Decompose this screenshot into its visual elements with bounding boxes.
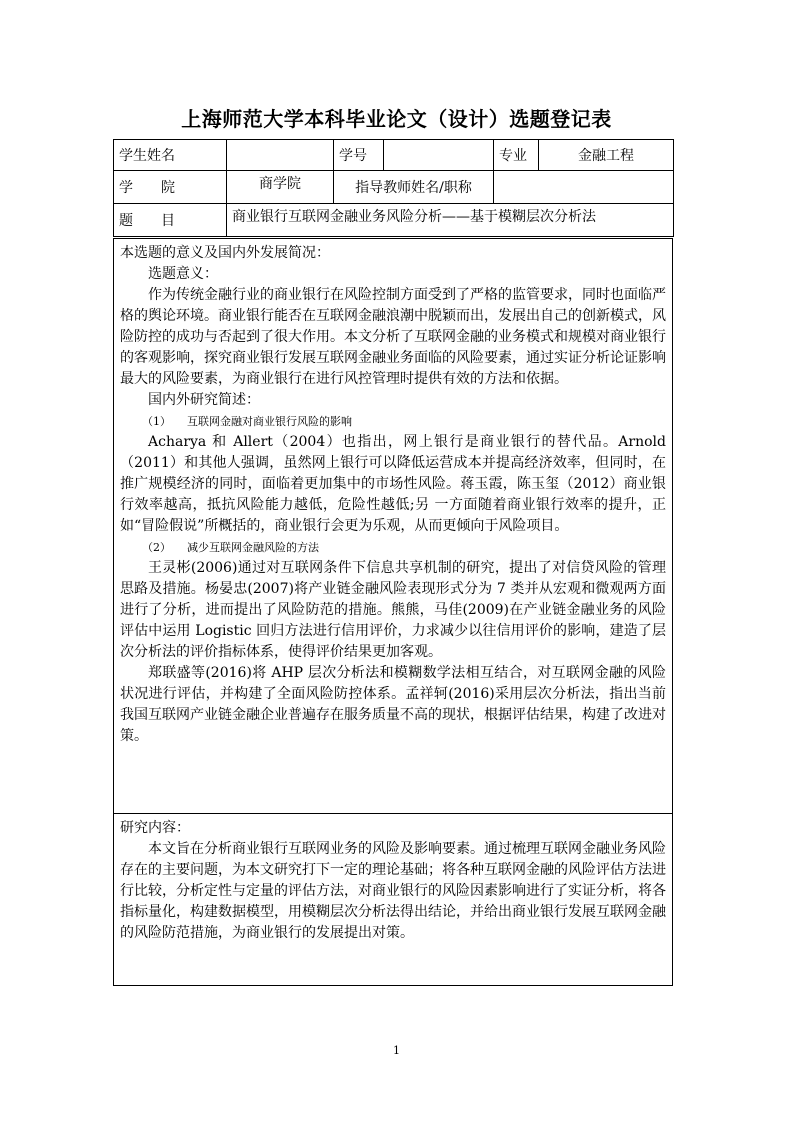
content-section bbox=[113, 813, 673, 986]
background-heading: 本选题的意义及国内外发展简况： bbox=[120, 245, 330, 261]
major-label: 专业 bbox=[494, 140, 539, 171]
form-title: 上海师范大学本科毕业论文（设计）选题登记表 bbox=[181, 107, 612, 131]
subheading-2-title: 减少互联网金融风险的方法 bbox=[187, 541, 319, 554]
student-id-field[interactable] bbox=[384, 140, 494, 171]
sub2-paragraph-2: 郑联盛等(2016)将 AHP 层次分析法和模糊数学法相互结合，对互联网金融的风险状况进行评估，并构建了全面风险防控体系。孟祥轲(2016)采用层次分析法，指出当前我国互联网产业链金融企业普遍存在服务质量不高的现状，根据评估结果，构建了改进对策。 bbox=[120, 665, 666, 744]
table-row bbox=[114, 140, 674, 171]
advisor-label: 指导教师姓名/职称 bbox=[334, 171, 494, 204]
subheading-2-number: （2） bbox=[142, 541, 171, 554]
significance-text: 作为传统金融行业的商业银行在风险控制方面受到了严格的监管要求，同时也面临严格的舆论环境。商业银行能否在互联网金融浪潮中脱颖而出，发展出自己的创新模式，风险防控的成功与否起到了很大作用。本文分析了互联网金融的业务模式和规模对商业银行的客观影响，探究商业银行发展互联网金融业务面临的风险要素，通过实证分析论证影响最大的风险要素，为商业银行在进行风控管理时提供有效的方法和依据。 bbox=[120, 287, 666, 387]
major-field[interactable]: 金融工程 bbox=[539, 140, 674, 171]
registration-table bbox=[113, 139, 674, 237]
significance-label: 选题意义： bbox=[148, 266, 218, 282]
student-id-label: 学号 bbox=[334, 140, 384, 171]
content-heading: 研究内容： bbox=[120, 820, 190, 836]
subheading-2 bbox=[120, 537, 666, 558]
page-number: 1 bbox=[393, 1044, 400, 1057]
subheading-1-number: （1） bbox=[142, 415, 171, 428]
sub2-paragraph-1: 王灵彬(2006)通过对互联网条件下信息共享机制的研究，提出了对信贷风险的管理思路及措施。杨晏忠(2007)将产业链金融风险表现形式分为 7 类并从宏观和微观两方面进行了分析，进而提出了风险防范的措施。熊熊，马佳(2009)在产业链金融业务的风险评估中运用 Logistic 回归方法进行信用评价，力求减少以往信用评价的影响，建造了层次分析法的评价指标体系，使得评价结果更加客观。 bbox=[120, 560, 666, 660]
table-row bbox=[114, 171, 674, 204]
subheading-1-title: 互联网金融对商业银行风险的影响 bbox=[187, 415, 352, 428]
student-name-field[interactable] bbox=[227, 140, 334, 171]
college-label: 学 院 bbox=[114, 171, 227, 204]
research-label: 国内外研究简述： bbox=[148, 392, 260, 408]
background-section bbox=[113, 238, 673, 814]
content-text: 本文旨在分析商业银行互联网业务的风险及影响要素。通过梳理互联网金融业务风险存在的主要问题，为本文研究打下一定的理论基础；将各种互联网金融的风险评估方法进行比较，分析定性与定量的评估方法，对商业银行的风险因素影响进行了实证分析，将各指标量化，构建数据模型，用模糊层次分析法得出结论，并给出商业银行发展互联网金融的风险防范措施，为商业银行的发展提出对策。 bbox=[120, 841, 666, 941]
advisor-field[interactable] bbox=[494, 171, 674, 204]
topic-label: 题 目 bbox=[114, 204, 227, 237]
topic-field[interactable]: 商业银行互联网金融业务风险分析——基于模糊层次分析法 bbox=[227, 204, 674, 237]
college-field[interactable]: 商学院 bbox=[227, 171, 334, 204]
subheading-1 bbox=[120, 411, 666, 432]
table-row bbox=[114, 204, 674, 237]
sub1-paragraph: Acharya 和 Allert（2004）也指出，网上银行是商业银行的替代品。Arnold（2011）和其他人强调，虽然网上银行可以降低运营成本并提高经济效率，但同时，在推广规模经济的同时，面临着更加集中的市场性风险。蒋玉霞，陈玉玺（2012）商业银行效率越高，抵抗风险能力越低，危险性越低;另 一方面随着商业银行效率的提升，正如“冒险假说”所概括的，商业银行会更为乐观，从而更倾向于风险项目。 bbox=[120, 434, 666, 534]
student-name-label: 学生姓名 bbox=[114, 140, 227, 171]
